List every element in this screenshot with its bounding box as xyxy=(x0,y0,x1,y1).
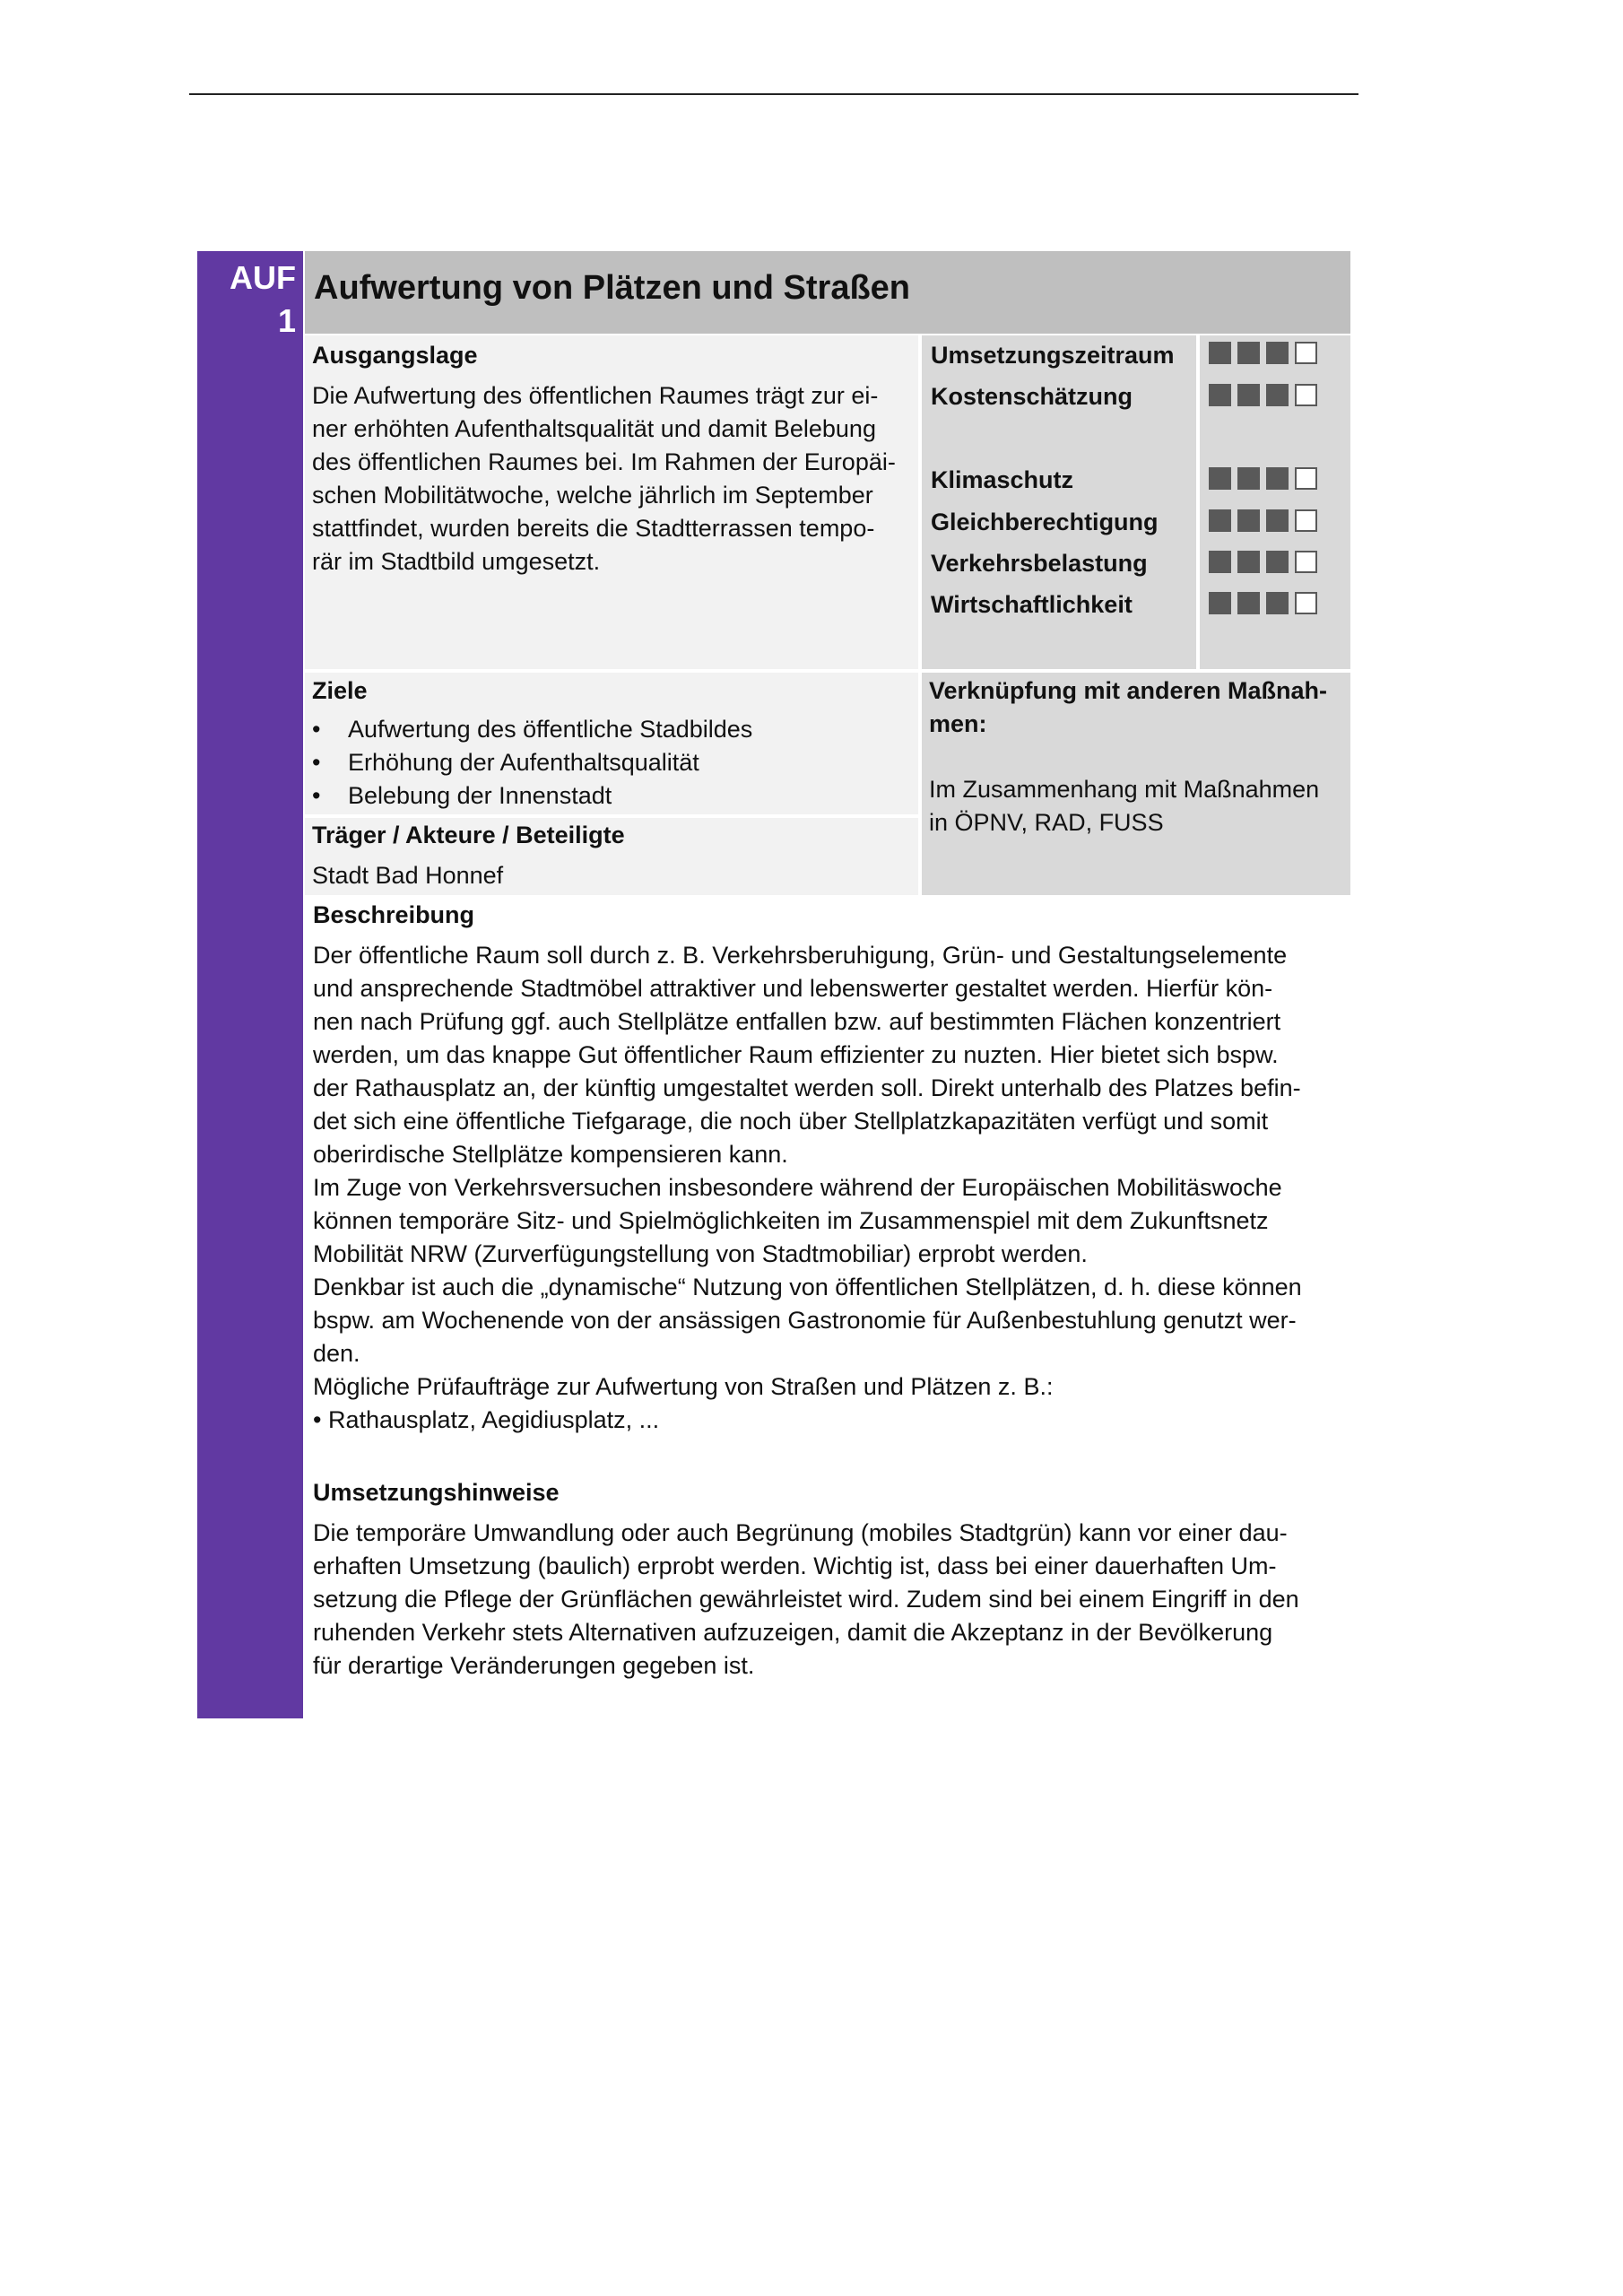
list-item: • Aufwertung des öffentliche Stadbildes xyxy=(312,716,753,743)
verknuepfung-panel xyxy=(922,673,1350,895)
traeger-heading: Träger / Akteure / Beteiligte xyxy=(312,822,625,848)
text-line: nen nach Prüfung ggf. auch Stellplätze entfallen bzw. auf bestimmten Flächen konzentriert xyxy=(313,1008,1281,1035)
rating-square-filled xyxy=(1237,551,1260,573)
rating-square-filled xyxy=(1209,509,1231,532)
rating-square-empty xyxy=(1295,509,1317,532)
header-rule xyxy=(189,93,1358,95)
rating-square-filled xyxy=(1209,384,1231,406)
ziele-list xyxy=(312,713,911,813)
traeger-panel xyxy=(305,818,918,895)
rating-square-empty xyxy=(1295,342,1317,364)
rating-square-filled xyxy=(1266,467,1289,490)
ausgangslage-text: Die Aufwertung des öffentlichen Raumes trägt zur ei- ner erhöhten Aufenthaltsqualität und damit Belebung des öffentlichen Raumes bei. Im Rahmen der Europäi- schen Mobilitätwoche, welche jährlich im September stattfindet, wurden bereits die Stadtterrassen tempo- rär im Stadtbild umgesetzt. xyxy=(312,382,896,575)
text-line: für derartige Veränderungen gegeben ist. xyxy=(313,1652,755,1679)
rating-square-filled xyxy=(1237,592,1260,614)
criterion-label-klimaschutz: Klimaschutz xyxy=(931,466,1074,493)
text-line: Im Zuge von Verkehrsversuchen insbesondere während der Europäischen Mobilitäswoche xyxy=(313,1174,1282,1201)
traeger-text: Stadt Bad Honnef xyxy=(312,862,504,889)
rating-square-filled xyxy=(1266,551,1289,573)
rating-square-filled xyxy=(1266,509,1289,532)
text-line: Mobilität NRW (Zurverfügungstellung von Stadtmobiliar) erprobt werden. xyxy=(313,1240,1088,1267)
criterion-label-gleichberechtigung: Gleichberechtigung xyxy=(931,509,1159,535)
list-item: • Erhöhung der Aufenthaltsqualität xyxy=(312,749,699,776)
rating-square-empty xyxy=(1295,551,1317,573)
title-bar xyxy=(305,251,1350,334)
rating-square-filled xyxy=(1237,384,1260,406)
text-line: werden, um das knappe Gut öffentlicher Raum effizienter zu nuzten. Hier bietet sich bspw. xyxy=(313,1041,1279,1068)
rating-verkehrsbelastung xyxy=(1209,551,1324,578)
rating-kostenschaetzung xyxy=(1209,384,1324,411)
measure-title: Aufwertung von Plätzen und Straßen xyxy=(314,269,911,307)
text-line: können temporäre Sitz- und Spielmöglichkeiten im Zusammenspiel mit dem Zukunftsnetz xyxy=(313,1207,1269,1234)
verknuepfung-text-line2: in ÖPNV, RAD, FUSS xyxy=(929,809,1164,836)
rating-square-filled xyxy=(1237,509,1260,532)
rating-wirtschaftlichkeit xyxy=(1209,592,1324,619)
measure-number: 1 xyxy=(277,302,296,339)
beschreibung-heading: Beschreibung xyxy=(313,901,475,928)
text-line: det sich eine öffentliche Tiefgarage, die noch über Stellplatzkapazitäten verfügt und somit xyxy=(313,1108,1269,1135)
rating-square-empty xyxy=(1295,384,1317,406)
text-line: setzung die Pflege der Grünflächen gewährleistet wird. Zudem sind bei einem Eingriff in den xyxy=(313,1586,1299,1613)
ziele-panel xyxy=(305,673,918,814)
rating-klimaschutz xyxy=(1209,467,1324,494)
text-line: ruhenden Verkehr stets Alternativen aufzuzeigen, damit die Akzeptanz in der Bevölkerung xyxy=(313,1619,1273,1646)
text-line: Denkbar ist auch die „dynamische“ Nutzung von öffentlichen Stellplätzen, d. h. diese können xyxy=(313,1274,1302,1300)
umsetzungshinweise-heading: Umsetzungshinweise xyxy=(313,1479,560,1506)
rating-square-filled xyxy=(1266,592,1289,614)
measure-code: AUF xyxy=(230,259,296,296)
text-line: Mögliche Prüfaufträge zur Aufwertung von Straßen und Plätzen z. B.: xyxy=(313,1373,1054,1400)
rating-square-filled xyxy=(1209,551,1231,573)
rating-umsetzungszeitraum xyxy=(1209,342,1324,369)
rating-square-filled xyxy=(1237,342,1260,364)
text-line: den. xyxy=(313,1340,360,1367)
ausgangslage-heading: Ausgangslage xyxy=(312,342,478,369)
text-line: erhaften Umsetzung (baulich) erprobt werden. Wichtig ist, dass bei einer dauerhaften Um- xyxy=(313,1552,1277,1579)
verknuepfung-heading-line1: Verknüpfung mit anderen Maßnah- xyxy=(929,677,1328,704)
criterion-label-wirtschaftlichkeit: Wirtschaftlichkeit xyxy=(931,591,1133,618)
verknuepfung-text-line1: Im Zusammenhang mit Maßnahmen xyxy=(929,776,1320,803)
rating-square-filled xyxy=(1209,592,1231,614)
verknuepfung-heading-line2: men: xyxy=(929,710,987,737)
measure-code-sidebar xyxy=(197,251,303,1718)
rating-gleichberechtigung xyxy=(1209,509,1324,536)
criterion-label-kostenschaetzung: Kostenschätzung xyxy=(931,383,1133,410)
ausgangslage-panel xyxy=(305,335,918,669)
criterion-label-verkehrsbelastung: Verkehrsbelastung xyxy=(931,550,1148,577)
text-line: oberirdische Stellplätze kompensieren kann. xyxy=(313,1141,788,1168)
text-line: und ansprechende Stadtmöbel attraktiver und lebenswerter gestaltet werden. Hierfür kön- xyxy=(313,975,1273,1002)
text-line: Der öffentliche Raum soll durch z. B. Verkehrsberuhigung, Grün- und Gestaltungselemente xyxy=(313,942,1288,969)
criteria-labels-panel xyxy=(922,335,1196,669)
list-item: • Belebung der Innenstadt xyxy=(312,782,612,809)
rating-square-filled xyxy=(1266,342,1289,364)
ziele-heading: Ziele xyxy=(312,677,368,704)
text-line: der Rathausplatz an, der künftig umgestaltet werden soll. Direkt unterhalb des Platzes befin- xyxy=(313,1074,1301,1101)
rating-square-empty xyxy=(1295,467,1317,490)
rating-square-filled xyxy=(1209,342,1231,364)
umsetzungshinweise-text xyxy=(313,1517,1353,1683)
text-line: bspw. am Wochenende von der ansässigen Gastronomie für Außenbestuhlung genutzt wer- xyxy=(313,1307,1297,1334)
rating-square-empty xyxy=(1295,592,1317,614)
text-line: Die temporäre Umwandlung oder auch Begrünung (mobiles Stadtgrün) kann vor einer dau- xyxy=(313,1519,1288,1546)
umsetzungshinweise-section xyxy=(313,1476,1353,1683)
beschreibung-section xyxy=(313,899,1353,1437)
text-line: • Rathausplatz, Aegidiusplatz, ... xyxy=(313,1406,660,1433)
criterion-label-umsetzungszeitraum: Umsetzungszeitraum xyxy=(931,342,1175,369)
rating-square-filled xyxy=(1237,467,1260,490)
rating-square-filled xyxy=(1209,467,1231,490)
beschreibung-text xyxy=(313,939,1353,1437)
criteria-ratings-panel xyxy=(1200,335,1350,669)
rating-square-filled xyxy=(1266,384,1289,406)
